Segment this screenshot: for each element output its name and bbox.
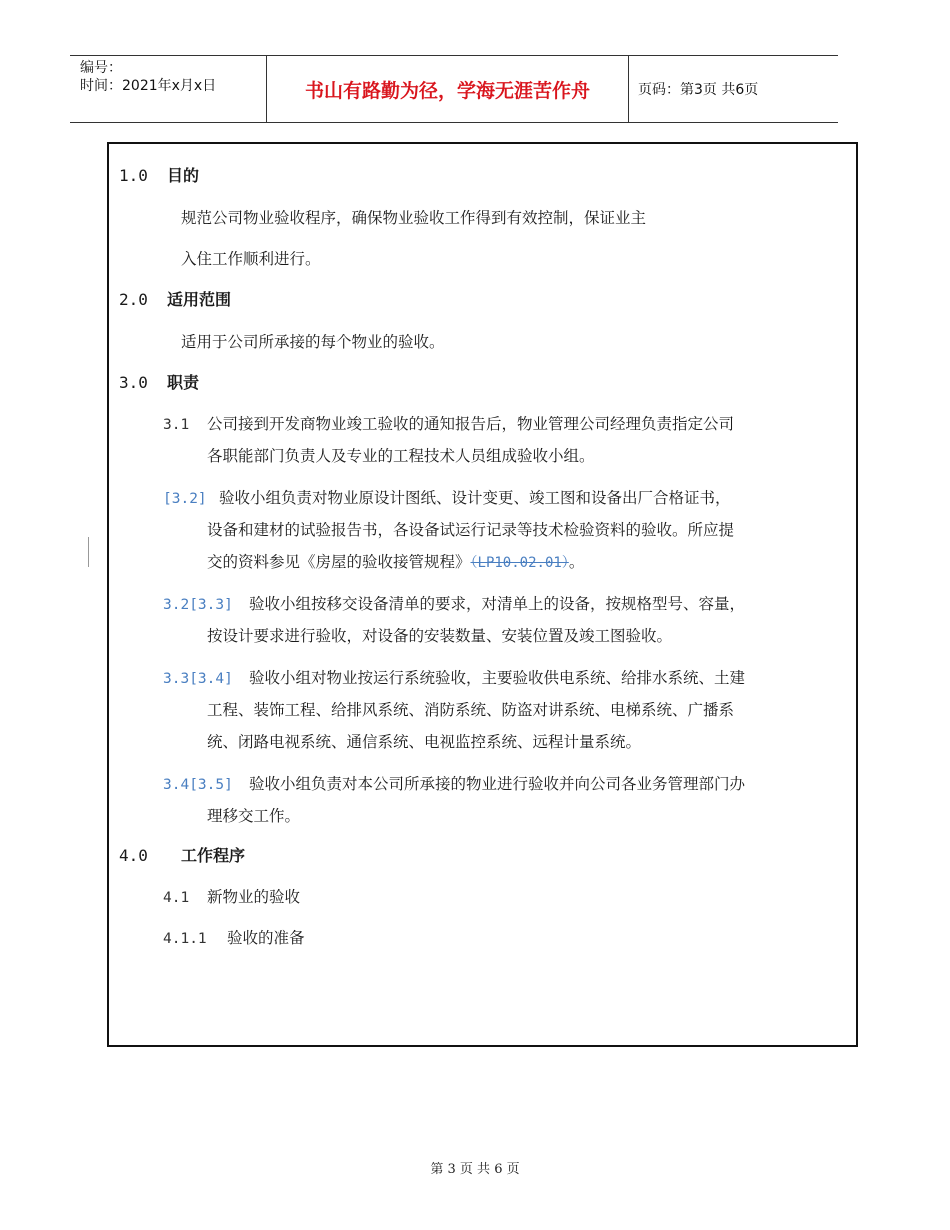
list-item [163,414,734,435]
section-number: 4.0 [119,846,148,865]
deleted-reference: （LP10.02.01） [470,555,569,571]
list-item [163,774,745,795]
item-text-continued: 理移交工作。 [207,807,301,825]
list-item [163,928,305,949]
page-header [70,55,838,123]
section-number: 1.0 [119,166,148,185]
item-text-continued [207,552,584,573]
section-heading [119,373,199,393]
item-number: 4.1 [163,890,190,906]
paragraph-line: 适用于公司所承接的每个物业的验收。 [181,333,445,351]
item-number: 4.1.1 [163,931,207,947]
item-text: 验收小组对物业按运行系统验收，主要验收供电系统、给排水系统、土建 [249,669,746,687]
revision-number: 3.2[3.3] [163,597,233,613]
section-title: 工作程序 [181,846,246,865]
paragraph-line: 规范公司物业验收程序，确保物业验收工作得到有效控制，保证业主 [181,209,647,227]
revision-number: [3.2] [163,491,207,507]
section-heading [119,166,199,186]
item-text: 交的资料参见《房屋的验收接管规程》 [207,553,471,571]
section-number: 2.0 [119,290,148,309]
section-number: 3.0 [119,373,148,392]
revision-number: 3.3[3.4] [163,671,233,687]
section-title: 适用范围 [167,290,232,309]
header-meta [80,59,270,95]
item-text: 验收小组按移交设备清单的要求，对清单上的设备，按规格型号、容量， [249,595,746,613]
content-box [107,142,858,1047]
page-footer: 第 3 页 共 6 页 [430,1162,520,1177]
item-text-continued: 各职能部门负责人及专业的工程技术人员组成验收小组。 [207,447,595,465]
item-text: 新物业的验收 [207,888,301,906]
paragraph-line: 入住工作顺利进行。 [181,250,321,268]
list-item [163,887,300,908]
item-text: 验收的准备 [227,929,305,947]
list-item [163,594,745,615]
item-text-continued: 工程、装饰工程、给排风系统、消防系统、防盗对讲系统、电梯系统、广播系 [207,701,735,719]
item-text-continued: 统、闭路电视系统、通信系统、电视监控系统、远程计量系统。 [207,733,642,751]
section-heading [119,846,245,866]
revision-number: 3.4[3.5] [163,777,233,793]
header-motto: 书山有路勤为径，学海无涯苦作舟 [304,79,590,102]
item-number: 3.1 [163,417,190,433]
item-text-continued: 设备和建材的试验报告书，各设备试运行记录等技术检验资料的验收。所应提 [207,521,735,539]
item-text: 验收小组负责对物业原设计图纸、设计变更、竣工图和设备出厂合格证书， [219,489,731,507]
list-item [163,668,745,689]
header-divider [628,56,629,122]
item-text: 公司接到开发商物业竣工验收的通知报告后，物业管理公司经理负责指定公司 [207,415,735,433]
revision-bar [88,537,89,567]
section-title: 目的 [167,166,200,185]
item-text: 验收小组负责对本公司所承接的物业进行验收并向公司各业务管理部门办 [249,775,746,793]
item-text: 。 [568,553,585,571]
header-page-info: 页码：第3页 共6页 [638,82,759,98]
section-heading [119,290,231,310]
list-item [163,488,731,509]
item-text-continued: 按设计要求进行验收，对设备的安装数量、安装位置及竣工图验收。 [207,627,673,645]
document-number-label: 编号： [80,60,122,76]
section-title: 职责 [167,373,200,392]
document-date: 时间：2021年x月x日 [80,78,217,94]
